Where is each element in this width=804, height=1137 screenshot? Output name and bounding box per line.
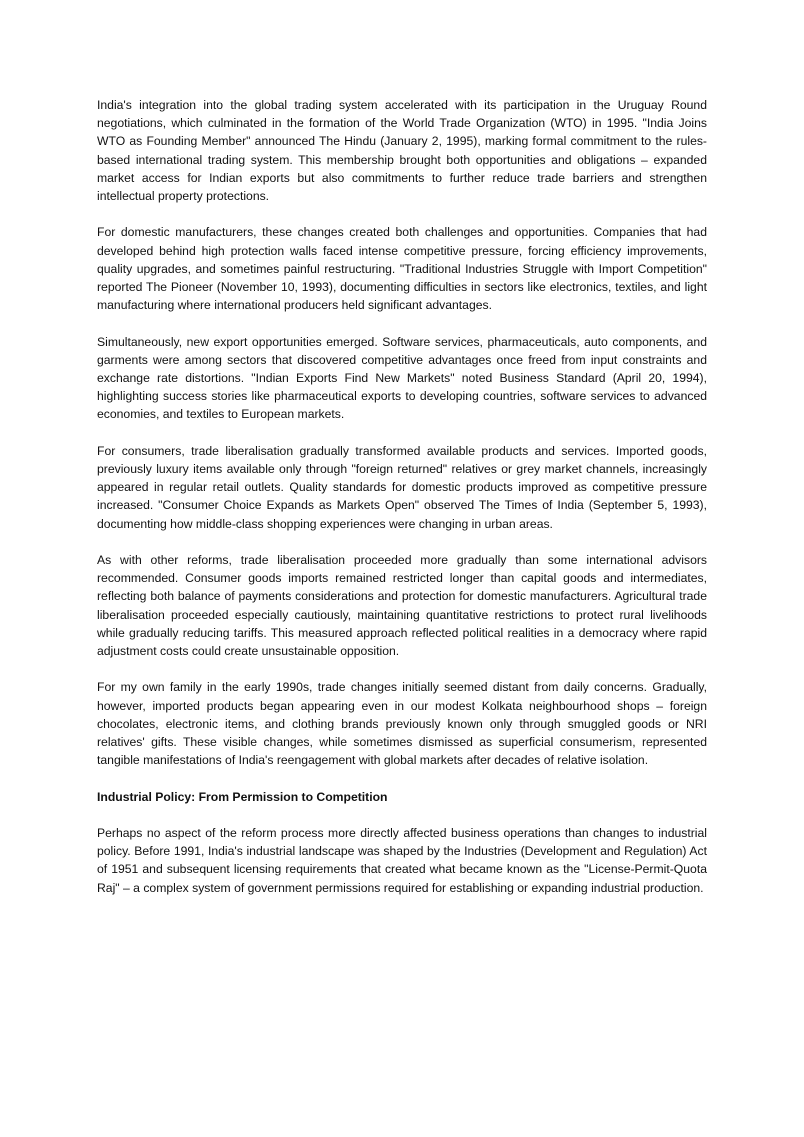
- paragraph-export-opportunities: Simultaneously, new export opportunities emerged. Software services, pharmaceuticals, auto components, and garments were among sectors that discovered competitive advantages once freed from input constraints and exchange rate distortions. "Indian Exports Find New Markets" noted Business Standard (April 20, 1994), highlighting success stories like pharmaceutical exports to developing countries, software services to advanced economies, and textiles to European markets.: [97, 334, 707, 422]
- paragraph-consumers: For consumers, trade liberalisation gradually transformed available products and services. Imported goods, previously luxury items available only through "foreign returned" relatives or grey market channels, increasingly appeared in regular retail outlets. Quality standards for domestic products improved as competitive pressure increased. "Consumer Choice Expands as Markets Open" observed The Times of India (September 5, 1993), documenting how middle-class shopping experiences were changing in urban areas.: [97, 443, 707, 531]
- paragraph-industrial-policy: Perhaps no aspect of the reform process more directly affected business operations than changes to industrial policy. Before 1991, India's industrial landscape was shaped by the Industries (Development and Regulation) Act of 1951 and subsequent licensing requirements that created what became known as the "License-Permit-Quota Raj" – a complex system of government permissions required for establishing or expanding industrial production.: [97, 826, 707, 895]
- section-heading: Industrial Policy: From Permission to Competition: [97, 789, 388, 804]
- document-page: [97, 96, 707, 915]
- paragraph-wto: India's integration into the global trading system accelerated with its participation in the Uruguay Round negotiations, which culminated in the formation of the World Trade Organization (WTO) in 1995. "India Joins WTO as Founding Member" announced The Hindu (January 2, 1995), marking formal commitment to the rules-based international trading system. This membership brought both opportunities and obligations – expanded market access for Indian exports but also commitments to further reduce trade barriers and strengthen intellectual property protections.: [97, 98, 707, 204]
- paragraph-gradual-liberalisation: As with other reforms, trade liberalisation proceeded more gradually than some international advisors recommended. Consumer goods imports remained restricted longer than capital goods and intermediates, reflecting both balance of payments considerations and protection for domestic manufacturers. Agricultural trade liberalisation proceeded especially cautiously, maintaining quantitative restrictions to protect rural livelihoods while gradually reducing tariffs. This measured approach reflected political realities in a democracy where rapid adjustment costs could create unsustainable opposition.: [97, 553, 707, 659]
- paragraph-family-experience: For my own family in the early 1990s, trade changes initially seemed distant from daily concerns. Gradually, however, imported products began appearing even in our modest Kolkata neighbourhood shops – foreign chocolates, electronic items, and clothing brands previously known only through smuggled goods or NRI relatives' gifts. These visible changes, while sometimes dismissed as superficial consumerism, represented tangible manifestations of India's reengagement with global markets after decades of relative isolation.: [97, 680, 707, 768]
- paragraph-domestic-manufacturers: For domestic manufacturers, these changes created both challenges and opportunities. Companies that had developed behind high protection walls faced intense competitive pressure, forcing efficiency improvements, quality upgrades, and sometimes painful restructuring. "Traditional Industries Struggle with Import Competition" reported The Pioneer (November 10, 1993), documenting difficulties in sectors like electronics, textiles, and light manufacturing where international producers held significant advantages.: [97, 225, 707, 313]
